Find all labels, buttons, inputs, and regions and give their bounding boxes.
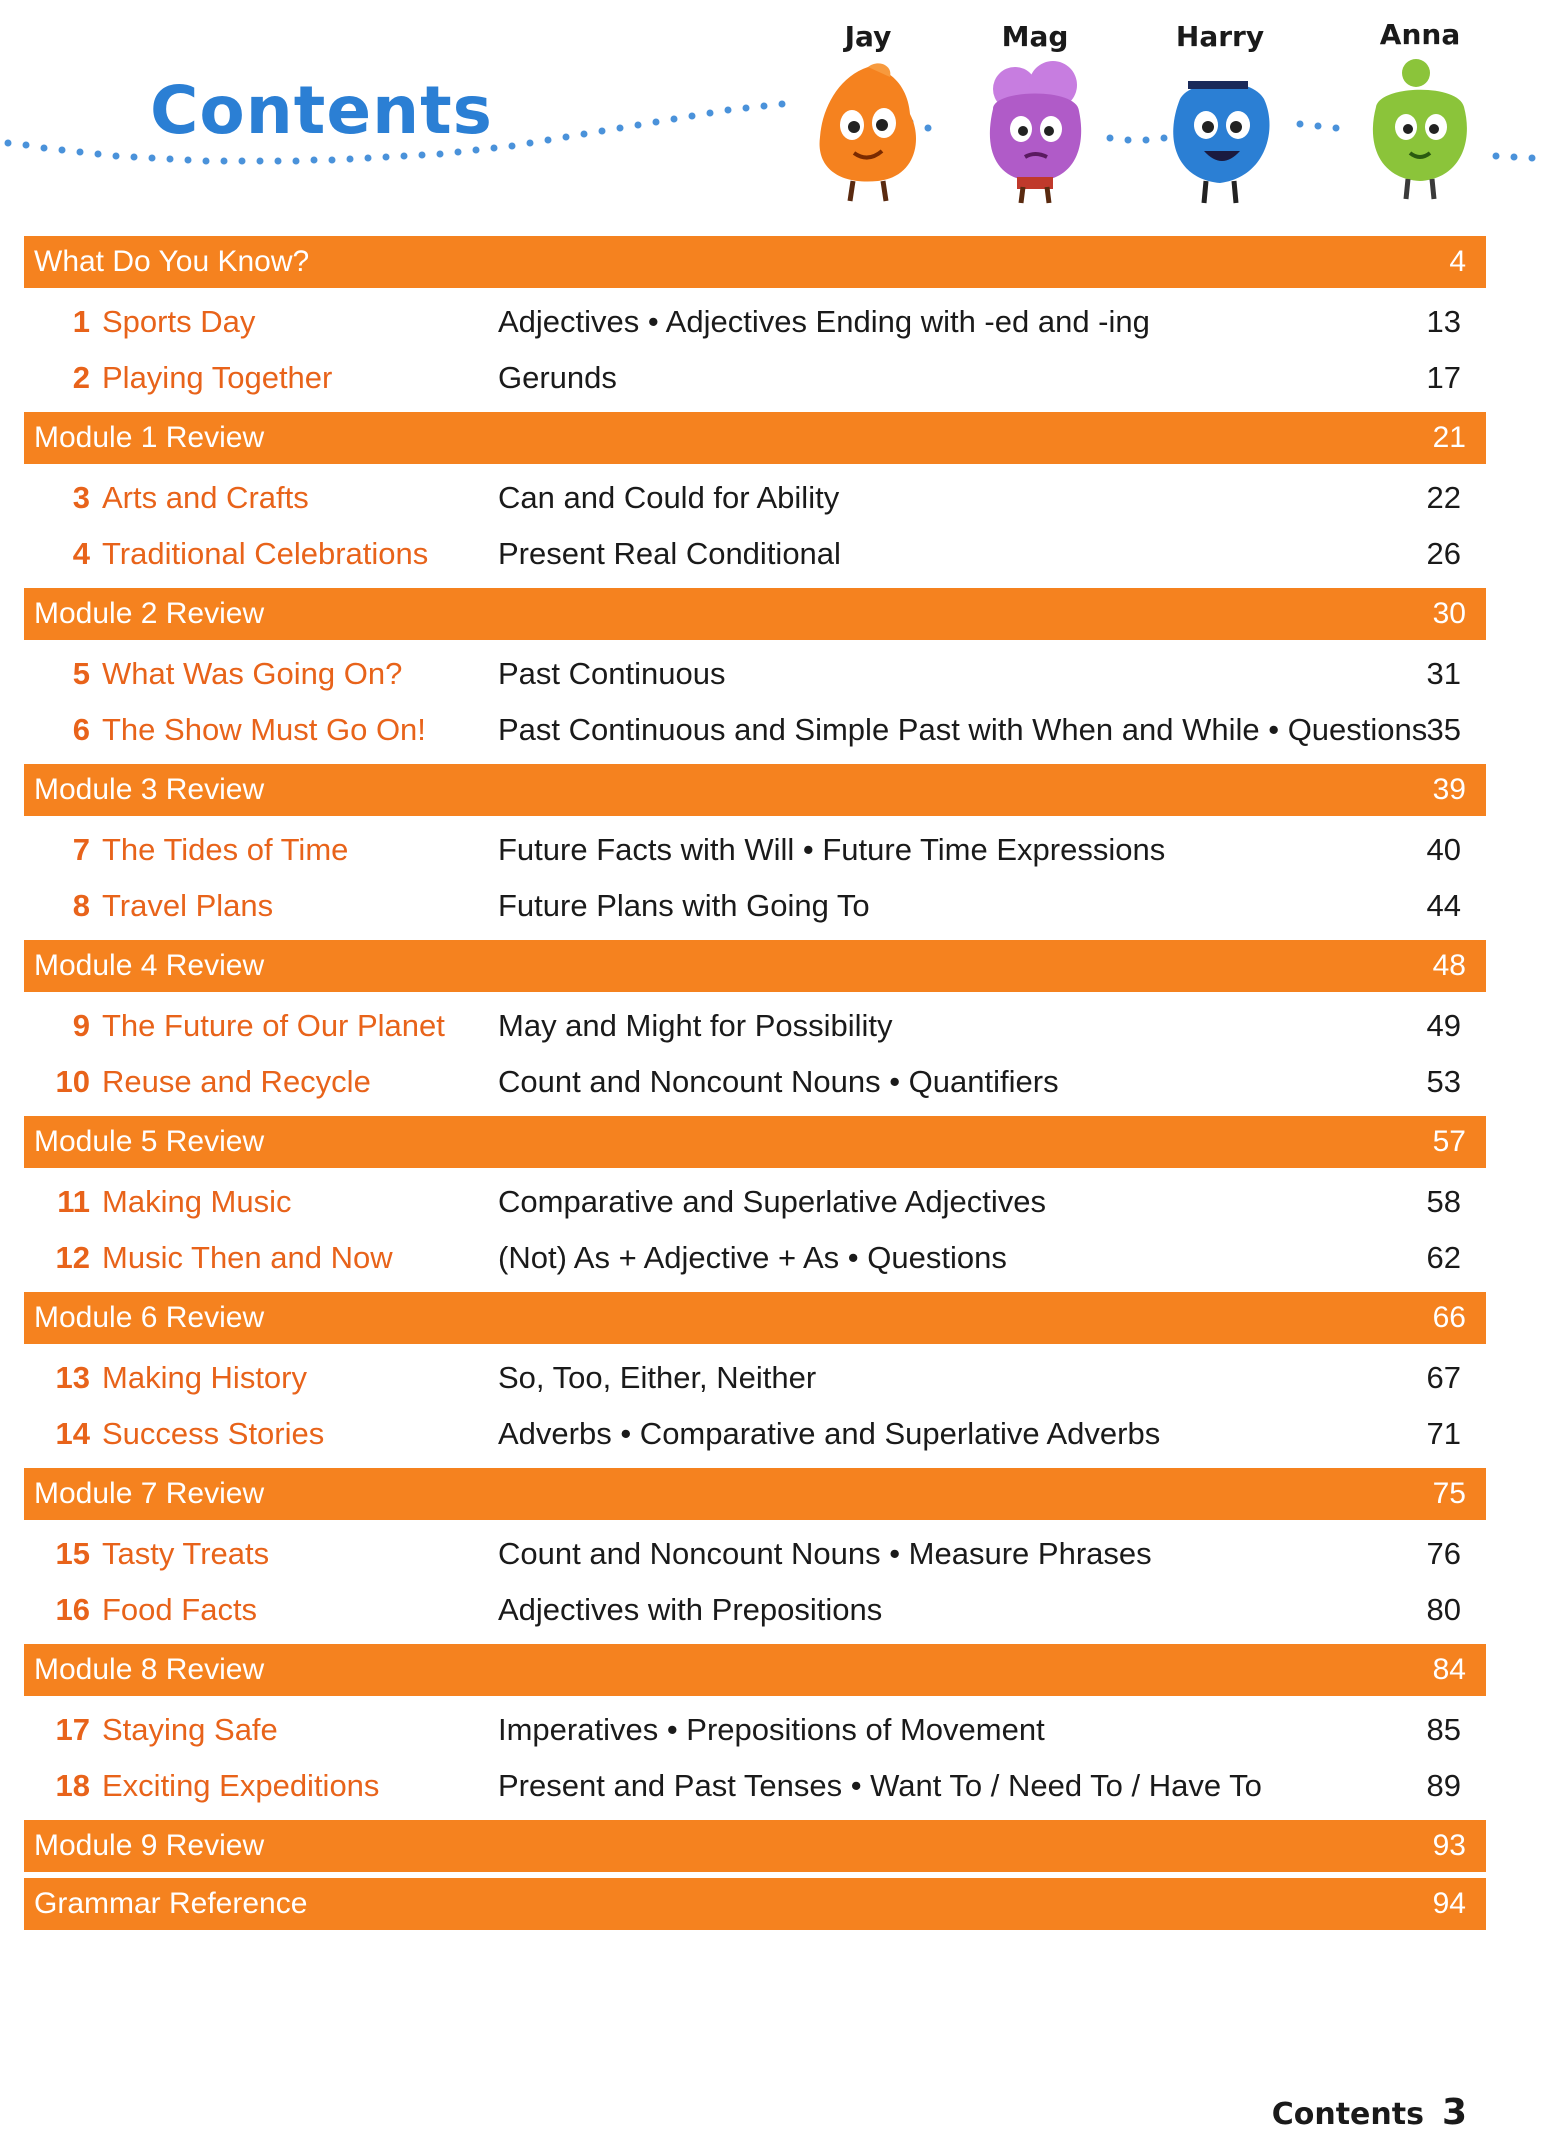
unit-row[interactable] [0,646,1551,702]
section-label: Module 2 Review [34,597,265,630]
harry-character-icon [1150,59,1290,209]
unit-title: Exciting Expeditions [102,1768,380,1803]
unit-row[interactable] [0,1230,1551,1286]
character-name: Jay [844,20,892,53]
unit-row[interactable] [0,878,1551,934]
unit-title: Sports Day [102,304,256,339]
unit-page-number: 49 [1426,1008,1461,1043]
unit-title: Making Music [102,1184,292,1219]
unit-title: Playing Together [102,360,333,395]
unit-row[interactable] [0,1406,1551,1462]
unit-row[interactable] [0,822,1551,878]
grammar-topic: Adjectives with Prepositions [498,1592,883,1627]
unit-number: 16 [55,1592,90,1627]
unit-number: 3 [72,480,90,515]
unit-page-number: 35 [1426,712,1461,747]
section-bar[interactable] [24,1468,1486,1520]
section-page-number: 4 [1449,245,1466,278]
unit-row[interactable] [0,526,1551,582]
unit-title: Traditional Celebrations [102,536,429,571]
section-label: Module 5 Review [34,1125,265,1158]
section-bar[interactable] [24,764,1486,816]
grammar-topic: So, Too, Either, Neither [498,1360,817,1395]
unit-page-number: 17 [1426,360,1461,395]
unit-page-number: 85 [1426,1712,1461,1747]
grammar-topic: Future Facts with Will • Future Time Expressions [498,832,1166,867]
section-page-number: 57 [1432,1125,1466,1158]
unit-number: 8 [72,888,90,923]
jay-character-icon [798,59,938,209]
unit-page-number: 76 [1426,1536,1461,1571]
unit-page-number: 22 [1426,480,1461,515]
unit-title: Making History [102,1360,307,1395]
unit-title: Success Stories [102,1416,325,1451]
mag-character-icon [965,59,1105,209]
unit-page-number: 80 [1426,1592,1461,1627]
character-name: Mag [1001,20,1069,53]
unit-row[interactable] [0,1174,1551,1230]
page-header [0,0,1551,230]
unit-page-number: 58 [1426,1184,1461,1219]
unit-title: What Was Going On? [102,656,403,691]
character-jay [788,20,948,213]
section-label: Module 6 Review [34,1301,265,1334]
unit-page-number: 71 [1426,1416,1461,1451]
grammar-topic: Present Real Conditional [498,536,841,571]
unit-row[interactable] [0,294,1551,350]
unit-title: The Tides of Time [102,832,349,867]
character-name: Anna [1379,18,1461,51]
page-number: 3 [1441,2092,1467,2133]
unit-page-number: 13 [1426,304,1461,339]
grammar-topic: Present and Past Tenses • Want To / Need To / Have To [498,1768,1262,1803]
character-harry [1140,20,1300,213]
section-bar[interactable] [24,1292,1486,1344]
section-page-number: 75 [1432,1477,1466,1510]
grammar-topic: Adverbs • Comparative and Superlative Adverbs [498,1416,1161,1451]
unit-title: Tasty Treats [102,1536,270,1571]
section-label: Module 1 Review [34,421,265,454]
unit-row[interactable] [0,470,1551,526]
character-anna [1340,18,1500,211]
page-footer [1272,2092,1467,2133]
section-bar[interactable] [24,1116,1486,1168]
grammar-topic: Future Plans with Going To [498,888,870,923]
unit-page-number: 67 [1426,1360,1461,1395]
section-bar[interactable] [24,940,1486,992]
unit-page-number: 89 [1426,1768,1461,1803]
section-label: Module 3 Review [34,773,265,806]
unit-number: 2 [72,360,90,395]
section-bar[interactable] [24,1820,1486,1872]
unit-number: 12 [55,1240,90,1275]
section-label: Module 4 Review [34,949,265,982]
grammar-topic: Adjectives • Adjectives Ending with -ed and -ing [498,304,1150,339]
unit-title: Food Facts [102,1592,258,1627]
unit-number: 6 [72,712,90,747]
unit-title: Arts and Crafts [102,480,309,515]
unit-row[interactable] [0,1702,1551,1758]
unit-number: 10 [55,1064,90,1099]
section-bar[interactable] [24,1878,1486,1930]
unit-number: 1 [72,304,90,339]
grammar-topic: (Not) As + Adjective + As • Questions [498,1240,1007,1275]
unit-number: 11 [57,1184,90,1219]
unit-row[interactable] [0,1054,1551,1110]
unit-page-number: 40 [1426,832,1461,867]
unit-page-number: 44 [1426,888,1461,923]
grammar-topic: Gerunds [498,360,617,395]
section-page-number: 66 [1432,1301,1466,1334]
unit-title: Music Then and Now [102,1240,393,1275]
section-label: Grammar Reference [34,1887,308,1920]
section-page-number: 93 [1432,1829,1466,1862]
grammar-topic: Imperatives • Prepositions of Movement [498,1712,1045,1747]
unit-title: Staying Safe [102,1712,278,1747]
grammar-topic: Past Continuous [498,656,726,691]
unit-page-number: 26 [1426,536,1461,571]
section-label: What Do You Know? [34,245,310,278]
grammar-topic: Count and Noncount Nouns • Quantifiers [498,1064,1059,1099]
section-bar[interactable] [24,412,1486,464]
unit-title: The Future of Our Planet [102,1008,445,1043]
section-label: Module 7 Review [34,1477,265,1510]
unit-number: 9 [72,1008,90,1043]
unit-page-number: 31 [1426,656,1461,691]
grammar-topic: Count and Noncount Nouns • Measure Phrases [498,1536,1152,1571]
section-page-number: 94 [1432,1887,1466,1920]
page-title: Contents [150,72,493,149]
footer-label: Contents [1271,2097,1424,2132]
unit-number: 5 [72,656,90,691]
grammar-topic: May and Might for Possibility [498,1008,893,1043]
anna-character-icon [1350,57,1490,207]
unit-number: 4 [72,536,90,571]
unit-number: 7 [72,832,90,867]
character-mag [955,20,1115,213]
grammar-topic: Past Continuous and Simple Past with When and While • Questions [498,712,1428,747]
unit-title: Travel Plans [102,888,274,923]
unit-row[interactable] [0,1758,1551,1814]
unit-row[interactable] [0,1526,1551,1582]
unit-row[interactable] [0,1582,1551,1638]
section-page-number: 30 [1432,597,1466,630]
unit-row[interactable] [0,998,1551,1054]
unit-number: 17 [55,1712,90,1747]
unit-title: Reuse and Recycle [102,1064,371,1099]
unit-number: 18 [55,1768,90,1803]
unit-page-number: 53 [1426,1064,1461,1099]
unit-row[interactable] [0,1350,1551,1406]
unit-number: 13 [55,1360,90,1395]
unit-number: 15 [55,1536,90,1571]
unit-title: The Show Must Go On! [102,712,426,747]
section-page-number: 84 [1432,1653,1466,1686]
section-page-number: 39 [1432,773,1466,806]
section-label: Module 9 Review [34,1829,265,1862]
section-bar[interactable] [24,236,1486,288]
unit-page-number: 62 [1426,1240,1461,1275]
unit-row[interactable] [0,350,1551,406]
unit-number: 14 [55,1416,90,1451]
unit-row[interactable] [0,702,1551,758]
section-bar[interactable] [24,588,1486,640]
section-page-number: 48 [1432,949,1466,982]
character-name: Harry [1175,20,1265,53]
grammar-topic: Comparative and Superlative Adjectives [498,1184,1046,1219]
section-page-number: 21 [1432,421,1466,454]
section-bar[interactable] [24,1644,1486,1696]
section-label: Module 8 Review [34,1653,265,1686]
grammar-topic: Can and Could for Ability [498,480,840,515]
